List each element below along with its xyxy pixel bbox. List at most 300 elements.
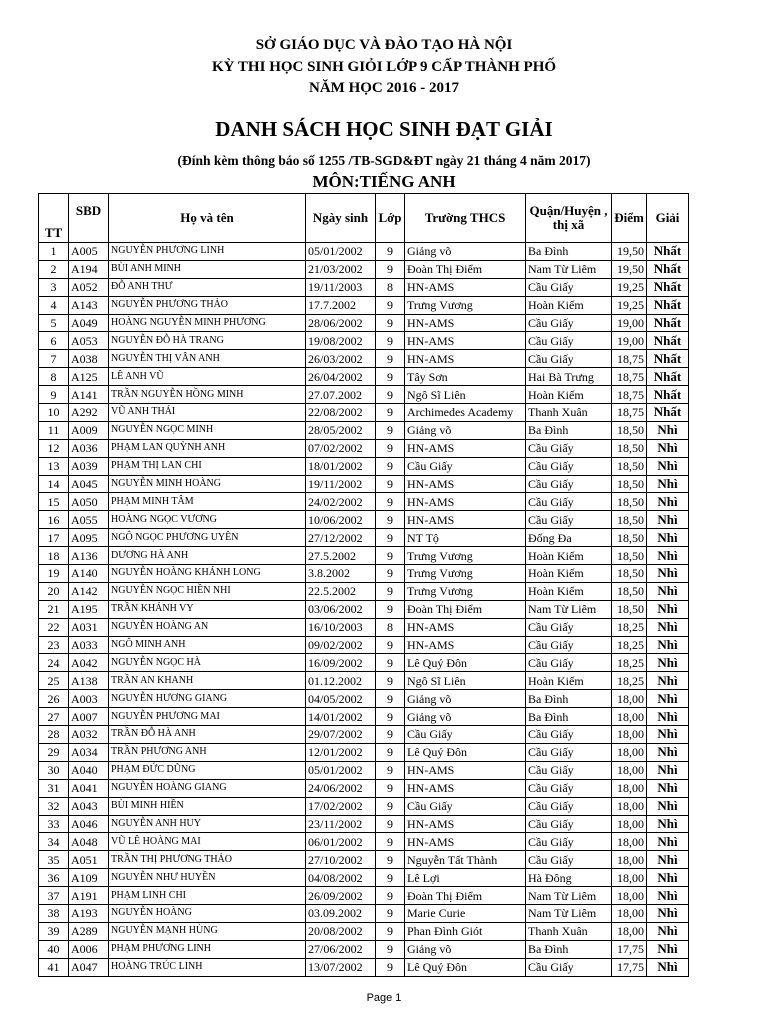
cell-sbd: A194	[69, 260, 109, 278]
table-row	[39, 278, 689, 296]
cell-score: 18,00	[612, 869, 647, 887]
cell-dob: 24/06/2002	[306, 779, 376, 797]
cell-score: 18,00	[612, 726, 647, 744]
cell-school: Tây Sơn	[405, 368, 526, 386]
cell-sbd: A292	[69, 404, 109, 422]
cell-school: Lê Lợi	[405, 869, 526, 887]
cell-sbd: A006	[69, 940, 109, 958]
cell-sbd: A095	[69, 529, 109, 547]
cell-district: Hoàn Kiếm	[526, 672, 612, 690]
cell-class: 9	[376, 582, 405, 600]
cell-score: 18,75	[612, 368, 647, 386]
table-row	[39, 618, 689, 636]
cell-district: Nam Từ Liêm	[526, 887, 612, 905]
cell-score: 17,75	[612, 958, 647, 976]
cell-award: Nhất	[647, 350, 689, 368]
cell-sbd: A043	[69, 797, 109, 815]
cell-class: 9	[376, 421, 405, 439]
cell-district: Ba Đình	[526, 940, 612, 958]
cell-district: Cầu Giấy	[526, 475, 612, 493]
cell-tt: 29	[39, 743, 69, 761]
cell-tt: 27	[39, 708, 69, 726]
cell-school: Cầu Giấy	[405, 797, 526, 815]
cell-tt: 13	[39, 457, 69, 475]
cell-class: 9	[376, 404, 405, 422]
cell-dob: 03/06/2002	[306, 600, 376, 618]
cell-class: 9	[376, 940, 405, 958]
cell-award: Nhì	[647, 439, 689, 457]
cell-sbd: A038	[69, 350, 109, 368]
cell-score: 19,25	[612, 278, 647, 296]
cell-dob: 27/12/2002	[306, 529, 376, 547]
table-row	[39, 439, 689, 457]
cell-dob: 23/11/2002	[306, 815, 376, 833]
cell-district: Cầu Giấy	[526, 726, 612, 744]
table-row	[39, 761, 689, 779]
cell-sbd: A138	[69, 672, 109, 690]
cell-district: Cầu Giấy	[526, 958, 612, 976]
cell-score: 18,00	[612, 904, 647, 922]
cell-dob: 14/01/2002	[306, 708, 376, 726]
cell-school: Giảng võ	[405, 421, 526, 439]
table-row	[39, 833, 689, 851]
cell-dob: 21/03/2002	[306, 260, 376, 278]
cell-class: 8	[376, 278, 405, 296]
cell-name: VŨ LÊ HOÀNG MAI	[109, 833, 306, 851]
cell-sbd: A049	[69, 314, 109, 332]
cell-tt: 19	[39, 565, 69, 583]
cell-tt: 17	[39, 529, 69, 547]
cell-school: Trưng Vương	[405, 582, 526, 600]
cell-school: HN-AMS	[405, 314, 526, 332]
table-row	[39, 672, 689, 690]
cell-class: 9	[376, 833, 405, 851]
cell-award: Nhất	[647, 296, 689, 314]
cell-award: Nhất	[647, 260, 689, 278]
cell-award: Nhì	[647, 493, 689, 511]
table-row	[39, 636, 689, 654]
cell-sbd: A046	[69, 815, 109, 833]
cell-dob: 22/08/2002	[306, 404, 376, 422]
cell-school: Đoàn Thị Điểm	[405, 260, 526, 278]
cell-district: Cầu Giấy	[526, 350, 612, 368]
cell-school: HN-AMS	[405, 278, 526, 296]
cell-district: Hoàn Kiếm	[526, 386, 612, 404]
cell-score: 19,00	[612, 314, 647, 332]
cell-sbd: A191	[69, 887, 109, 905]
subject-heading: MÔN:TIẾNG ANH	[312, 172, 456, 191]
header-school-year: NĂM HỌC 2016 - 2017	[309, 80, 459, 96]
cell-class: 9	[376, 565, 405, 583]
table-row	[39, 332, 689, 350]
cell-name: TRẦN PHƯƠNG ANH	[109, 743, 306, 761]
cell-district: Hoàn Kiếm	[526, 582, 612, 600]
table-row	[39, 690, 689, 708]
cell-score: 18,50	[612, 421, 647, 439]
cell-class: 9	[376, 904, 405, 922]
cell-school: Lê Quý Đôn	[405, 958, 526, 976]
cell-class: 9	[376, 600, 405, 618]
cell-name: PHẠM MINH TÂM	[109, 493, 306, 511]
cell-award: Nhì	[647, 672, 689, 690]
cell-class: 9	[376, 368, 405, 386]
col-header-award: Giải	[647, 194, 689, 243]
cell-score: 18,00	[612, 815, 647, 833]
cell-score: 18,75	[612, 350, 647, 368]
cell-district: Cầu Giấy	[526, 511, 612, 529]
cell-name: DƯƠNG HÀ ANH	[109, 547, 306, 565]
cell-name: TRẦN ĐỖ HÀ ANH	[109, 726, 306, 744]
cell-school: Ngô Sĩ Liên	[405, 386, 526, 404]
cell-dob: 24/02/2002	[306, 493, 376, 511]
table-row	[39, 797, 689, 815]
cell-dob: 27/06/2002	[306, 940, 376, 958]
cell-district: Cầu Giấy	[526, 815, 612, 833]
cell-class: 9	[376, 439, 405, 457]
cell-name: NGUYỄN PHƯƠNG MAI	[109, 708, 306, 726]
cell-tt: 25	[39, 672, 69, 690]
cell-name: PHẠM THỊ LAN CHI	[109, 457, 306, 475]
cell-dob: 27.5.2002	[306, 547, 376, 565]
cell-class: 9	[376, 690, 405, 708]
cell-dob: 29/07/2002	[306, 726, 376, 744]
cell-score: 18,00	[612, 743, 647, 761]
cell-score: 18,00	[612, 922, 647, 940]
cell-name: NGUYỄN ĐỖ HÀ TRANG	[109, 332, 306, 350]
cell-class: 9	[376, 761, 405, 779]
cell-award: Nhì	[647, 475, 689, 493]
cell-name: TRẦN AN KHANH	[109, 672, 306, 690]
cell-school: HN-AMS	[405, 815, 526, 833]
cell-score: 18,50	[612, 457, 647, 475]
cell-tt: 34	[39, 833, 69, 851]
cell-tt: 37	[39, 887, 69, 905]
cell-class: 9	[376, 243, 405, 261]
cell-school: Giảng võ	[405, 708, 526, 726]
cell-school: HN-AMS	[405, 833, 526, 851]
col-header-name: Họ và tên	[109, 194, 306, 243]
cell-score: 18,50	[612, 475, 647, 493]
cell-tt: 6	[39, 332, 69, 350]
cell-tt: 41	[39, 958, 69, 976]
cell-name: NGUYỄN THỊ VÂN ANH	[109, 350, 306, 368]
cell-school: HN-AMS	[405, 475, 526, 493]
cell-school: Cầu Giấy	[405, 726, 526, 744]
table-row	[39, 815, 689, 833]
table-row	[39, 869, 689, 887]
cell-school: Giảng võ	[405, 940, 526, 958]
cell-sbd: A033	[69, 636, 109, 654]
cell-dob: 27.07.2002	[306, 386, 376, 404]
cell-tt: 18	[39, 547, 69, 565]
cell-district: Cầu Giấy	[526, 636, 612, 654]
cell-school: Marie Curie	[405, 904, 526, 922]
cell-tt: 24	[39, 654, 69, 672]
cell-name: NGUYỄN NHƯ HUYỀN	[109, 869, 306, 887]
cell-class: 9	[376, 296, 405, 314]
cell-tt: 16	[39, 511, 69, 529]
cell-class: 9	[376, 851, 405, 869]
cell-score: 18,00	[612, 851, 647, 869]
cell-district: Nam Từ Liêm	[526, 600, 612, 618]
cell-school: Trưng Vương	[405, 565, 526, 583]
cell-award: Nhì	[647, 797, 689, 815]
cell-name: NGUYỄN MINH HOÀNG	[109, 475, 306, 493]
cell-award: Nhì	[647, 779, 689, 797]
cell-name: NGUYỄN HOÀNG AN	[109, 618, 306, 636]
table-row	[39, 368, 689, 386]
cell-class: 9	[376, 708, 405, 726]
col-header-score: Điểm	[612, 194, 647, 243]
cell-name: NGUYỄN HOÀNG KHÁNH LONG	[109, 565, 306, 583]
cell-award: Nhì	[647, 457, 689, 475]
cell-class: 9	[376, 887, 405, 905]
cell-name: HOÀNG NGỌC VƯƠNG	[109, 511, 306, 529]
cell-district: Nam Từ Liêm	[526, 260, 612, 278]
col-header-district: Quận/Huyện , thị xã	[526, 194, 612, 243]
cell-dob: 05/01/2002	[306, 761, 376, 779]
cell-name: PHẠM LINH CHI	[109, 887, 306, 905]
cell-name: NGUYỄN MẠNH HÙNG	[109, 922, 306, 940]
cell-dob: 05/01/2002	[306, 243, 376, 261]
cell-dob: 3.8.2002	[306, 565, 376, 583]
cell-tt: 8	[39, 368, 69, 386]
header-department: SỞ GIÁO DỤC VÀ ĐÀO TẠO HÀ NỘI	[255, 37, 513, 53]
cell-dob: 28/05/2002	[306, 421, 376, 439]
cell-award: Nhì	[647, 743, 689, 761]
cell-score: 18,25	[612, 618, 647, 636]
cell-tt: 30	[39, 761, 69, 779]
cell-name: NGUYỄN HƯƠNG GIANG	[109, 690, 306, 708]
page-number: Page 1	[366, 992, 402, 1004]
cell-dob: 22.5.2002	[306, 582, 376, 600]
cell-school: HN-AMS	[405, 511, 526, 529]
cell-tt: 4	[39, 296, 69, 314]
cell-name: PHẠM PHƯƠNG LINH	[109, 940, 306, 958]
col-header-school: Trường THCS	[405, 194, 526, 243]
col-header-class: Lớp	[376, 194, 405, 243]
cell-sbd: A009	[69, 421, 109, 439]
cell-school: Giảng võ	[405, 243, 526, 261]
cell-district: Ba Đình	[526, 243, 612, 261]
cell-award: Nhì	[647, 600, 689, 618]
cell-name: VŨ ANH THÁI	[109, 404, 306, 422]
cell-award: Nhì	[647, 654, 689, 672]
cell-class: 9	[376, 654, 405, 672]
cell-tt: 15	[39, 493, 69, 511]
cell-district: Đống Đa	[526, 529, 612, 547]
cell-name: NGÔ NGỌC PHƯƠNG UYÊN	[109, 529, 306, 547]
cell-score: 19,50	[612, 243, 647, 261]
cell-name: BÙI ANH MINH	[109, 260, 306, 278]
cell-score: 18,00	[612, 708, 647, 726]
table-row	[39, 779, 689, 797]
cell-tt: 31	[39, 779, 69, 797]
cell-tt: 1	[39, 243, 69, 261]
attachment-note: (Đính kèm thông báo số 1255 /TB-SGD&ĐT ngày 21 tháng 4 năm 2017)	[177, 153, 591, 168]
col-header-sbd: SBD	[69, 194, 109, 243]
cell-district: Ba Đình	[526, 421, 612, 439]
cell-score: 18,25	[612, 672, 647, 690]
cell-sbd: A048	[69, 833, 109, 851]
cell-name: NGUYỄN NGỌC HIỀN NHI	[109, 582, 306, 600]
cell-school: Đoàn Thị Điểm	[405, 887, 526, 905]
cell-class: 9	[376, 726, 405, 744]
cell-class: 9	[376, 636, 405, 654]
cell-award: Nhất	[647, 368, 689, 386]
cell-score: 18,50	[612, 511, 647, 529]
cell-sbd: A142	[69, 582, 109, 600]
table-row	[39, 243, 689, 261]
cell-award: Nhì	[647, 958, 689, 976]
page-title: DANH SÁCH HỌC SINH ĐẠT GIẢI	[215, 117, 553, 141]
cell-tt: 40	[39, 940, 69, 958]
cell-sbd: A039	[69, 457, 109, 475]
cell-tt: 21	[39, 600, 69, 618]
cell-tt: 20	[39, 582, 69, 600]
cell-award: Nhì	[647, 904, 689, 922]
cell-award: Nhì	[647, 869, 689, 887]
cell-school: HN-AMS	[405, 332, 526, 350]
cell-dob: 04/05/2002	[306, 690, 376, 708]
cell-sbd: A141	[69, 386, 109, 404]
cell-dob: 06/01/2002	[306, 833, 376, 851]
cell-score: 18,50	[612, 600, 647, 618]
cell-score: 18,75	[612, 404, 647, 422]
cell-sbd: A042	[69, 654, 109, 672]
cell-award: Nhì	[647, 940, 689, 958]
table-row	[39, 708, 689, 726]
cell-award: Nhì	[647, 833, 689, 851]
cell-class: 9	[376, 779, 405, 797]
cell-tt: 11	[39, 421, 69, 439]
cell-class: 9	[376, 529, 405, 547]
cell-school: Lê Quý Đôn	[405, 654, 526, 672]
cell-sbd: A289	[69, 922, 109, 940]
cell-dob: 17/02/2002	[306, 797, 376, 815]
table-row	[39, 743, 689, 761]
cell-award: Nhất	[647, 243, 689, 261]
cell-sbd: A053	[69, 332, 109, 350]
table-row	[39, 493, 689, 511]
col-header-dob: Ngày sinh	[306, 194, 376, 243]
table-row	[39, 386, 689, 404]
cell-score: 19,25	[612, 296, 647, 314]
table-row	[39, 958, 689, 976]
cell-district: Cầu Giấy	[526, 278, 612, 296]
cell-dob: 17.7.2002	[306, 296, 376, 314]
cell-award: Nhì	[647, 690, 689, 708]
table-header-row	[39, 194, 689, 243]
cell-dob: 13/07/2002	[306, 958, 376, 976]
cell-name: HOÀNG TRÚC LINH	[109, 958, 306, 976]
cell-class: 9	[376, 314, 405, 332]
cell-award: Nhì	[647, 565, 689, 583]
cell-sbd: A195	[69, 600, 109, 618]
cell-score: 18,00	[612, 690, 647, 708]
cell-district: Cầu Giấy	[526, 797, 612, 815]
table-row	[39, 600, 689, 618]
cell-school: NT Tộ	[405, 529, 526, 547]
cell-award: Nhì	[647, 761, 689, 779]
cell-district: Cầu Giấy	[526, 439, 612, 457]
table-row	[39, 296, 689, 314]
cell-school: Giảng võ	[405, 690, 526, 708]
table-row	[39, 529, 689, 547]
cell-class: 9	[376, 386, 405, 404]
cell-tt: 22	[39, 618, 69, 636]
cell-tt: 26	[39, 690, 69, 708]
cell-sbd: A051	[69, 851, 109, 869]
cell-sbd: A045	[69, 475, 109, 493]
cell-class: 9	[376, 493, 405, 511]
cell-district: Thanh Xuân	[526, 404, 612, 422]
cell-name: NGUYỄN NGỌC HÀ	[109, 654, 306, 672]
cell-sbd: A036	[69, 439, 109, 457]
cell-award: Nhất	[647, 386, 689, 404]
cell-dob: 16/10/2003	[306, 618, 376, 636]
cell-name: PHẠM LAN QUỲNH ANH	[109, 439, 306, 457]
table-row	[39, 404, 689, 422]
cell-sbd: A050	[69, 493, 109, 511]
cell-dob: 10/06/2002	[306, 511, 376, 529]
cell-award: Nhì	[647, 726, 689, 744]
cell-score: 19,00	[612, 332, 647, 350]
cell-school: Trưng Vương	[405, 547, 526, 565]
table-row	[39, 887, 689, 905]
cell-award: Nhì	[647, 922, 689, 940]
cell-name: LÊ ANH VŨ	[109, 368, 306, 386]
cell-tt: 33	[39, 815, 69, 833]
cell-award: Nhì	[647, 815, 689, 833]
header-exam-name: KỲ THI HỌC SINH GIỎI LỚP 9 CẤP THÀNH PHỐ	[211, 59, 557, 75]
cell-name: NGUYỄN NGỌC MINH	[109, 421, 306, 439]
cell-award: Nhì	[647, 511, 689, 529]
cell-award: Nhất	[647, 332, 689, 350]
cell-award: Nhì	[647, 708, 689, 726]
cell-dob: 04/08/2002	[306, 869, 376, 887]
table-row	[39, 582, 689, 600]
cell-award: Nhì	[647, 851, 689, 869]
cell-dob: 26/09/2002	[306, 887, 376, 905]
cell-award: Nhì	[647, 636, 689, 654]
cell-sbd: A140	[69, 565, 109, 583]
cell-award: Nhì	[647, 887, 689, 905]
cell-sbd: A034	[69, 743, 109, 761]
cell-score: 18,50	[612, 439, 647, 457]
cell-award: Nhất	[647, 278, 689, 296]
cell-tt: 23	[39, 636, 69, 654]
cell-tt: 7	[39, 350, 69, 368]
cell-dob: 19/11/2002	[306, 475, 376, 493]
cell-dob: 26/03/2002	[306, 350, 376, 368]
cell-district: Cầu Giấy	[526, 654, 612, 672]
table-row	[39, 350, 689, 368]
cell-tt: 12	[39, 439, 69, 457]
cell-dob: 18/01/2002	[306, 457, 376, 475]
cell-school: Trưng Vương	[405, 296, 526, 314]
cell-sbd: A031	[69, 618, 109, 636]
table-row	[39, 511, 689, 529]
cell-class: 9	[376, 457, 405, 475]
cell-tt: 32	[39, 797, 69, 815]
cell-name: NGUYỄN HOÀNG	[109, 904, 306, 922]
cell-award: Nhì	[647, 547, 689, 565]
cell-sbd: A052	[69, 278, 109, 296]
cell-award: Nhì	[647, 618, 689, 636]
col-header-tt: TT	[39, 194, 69, 243]
cell-class: 9	[376, 547, 405, 565]
